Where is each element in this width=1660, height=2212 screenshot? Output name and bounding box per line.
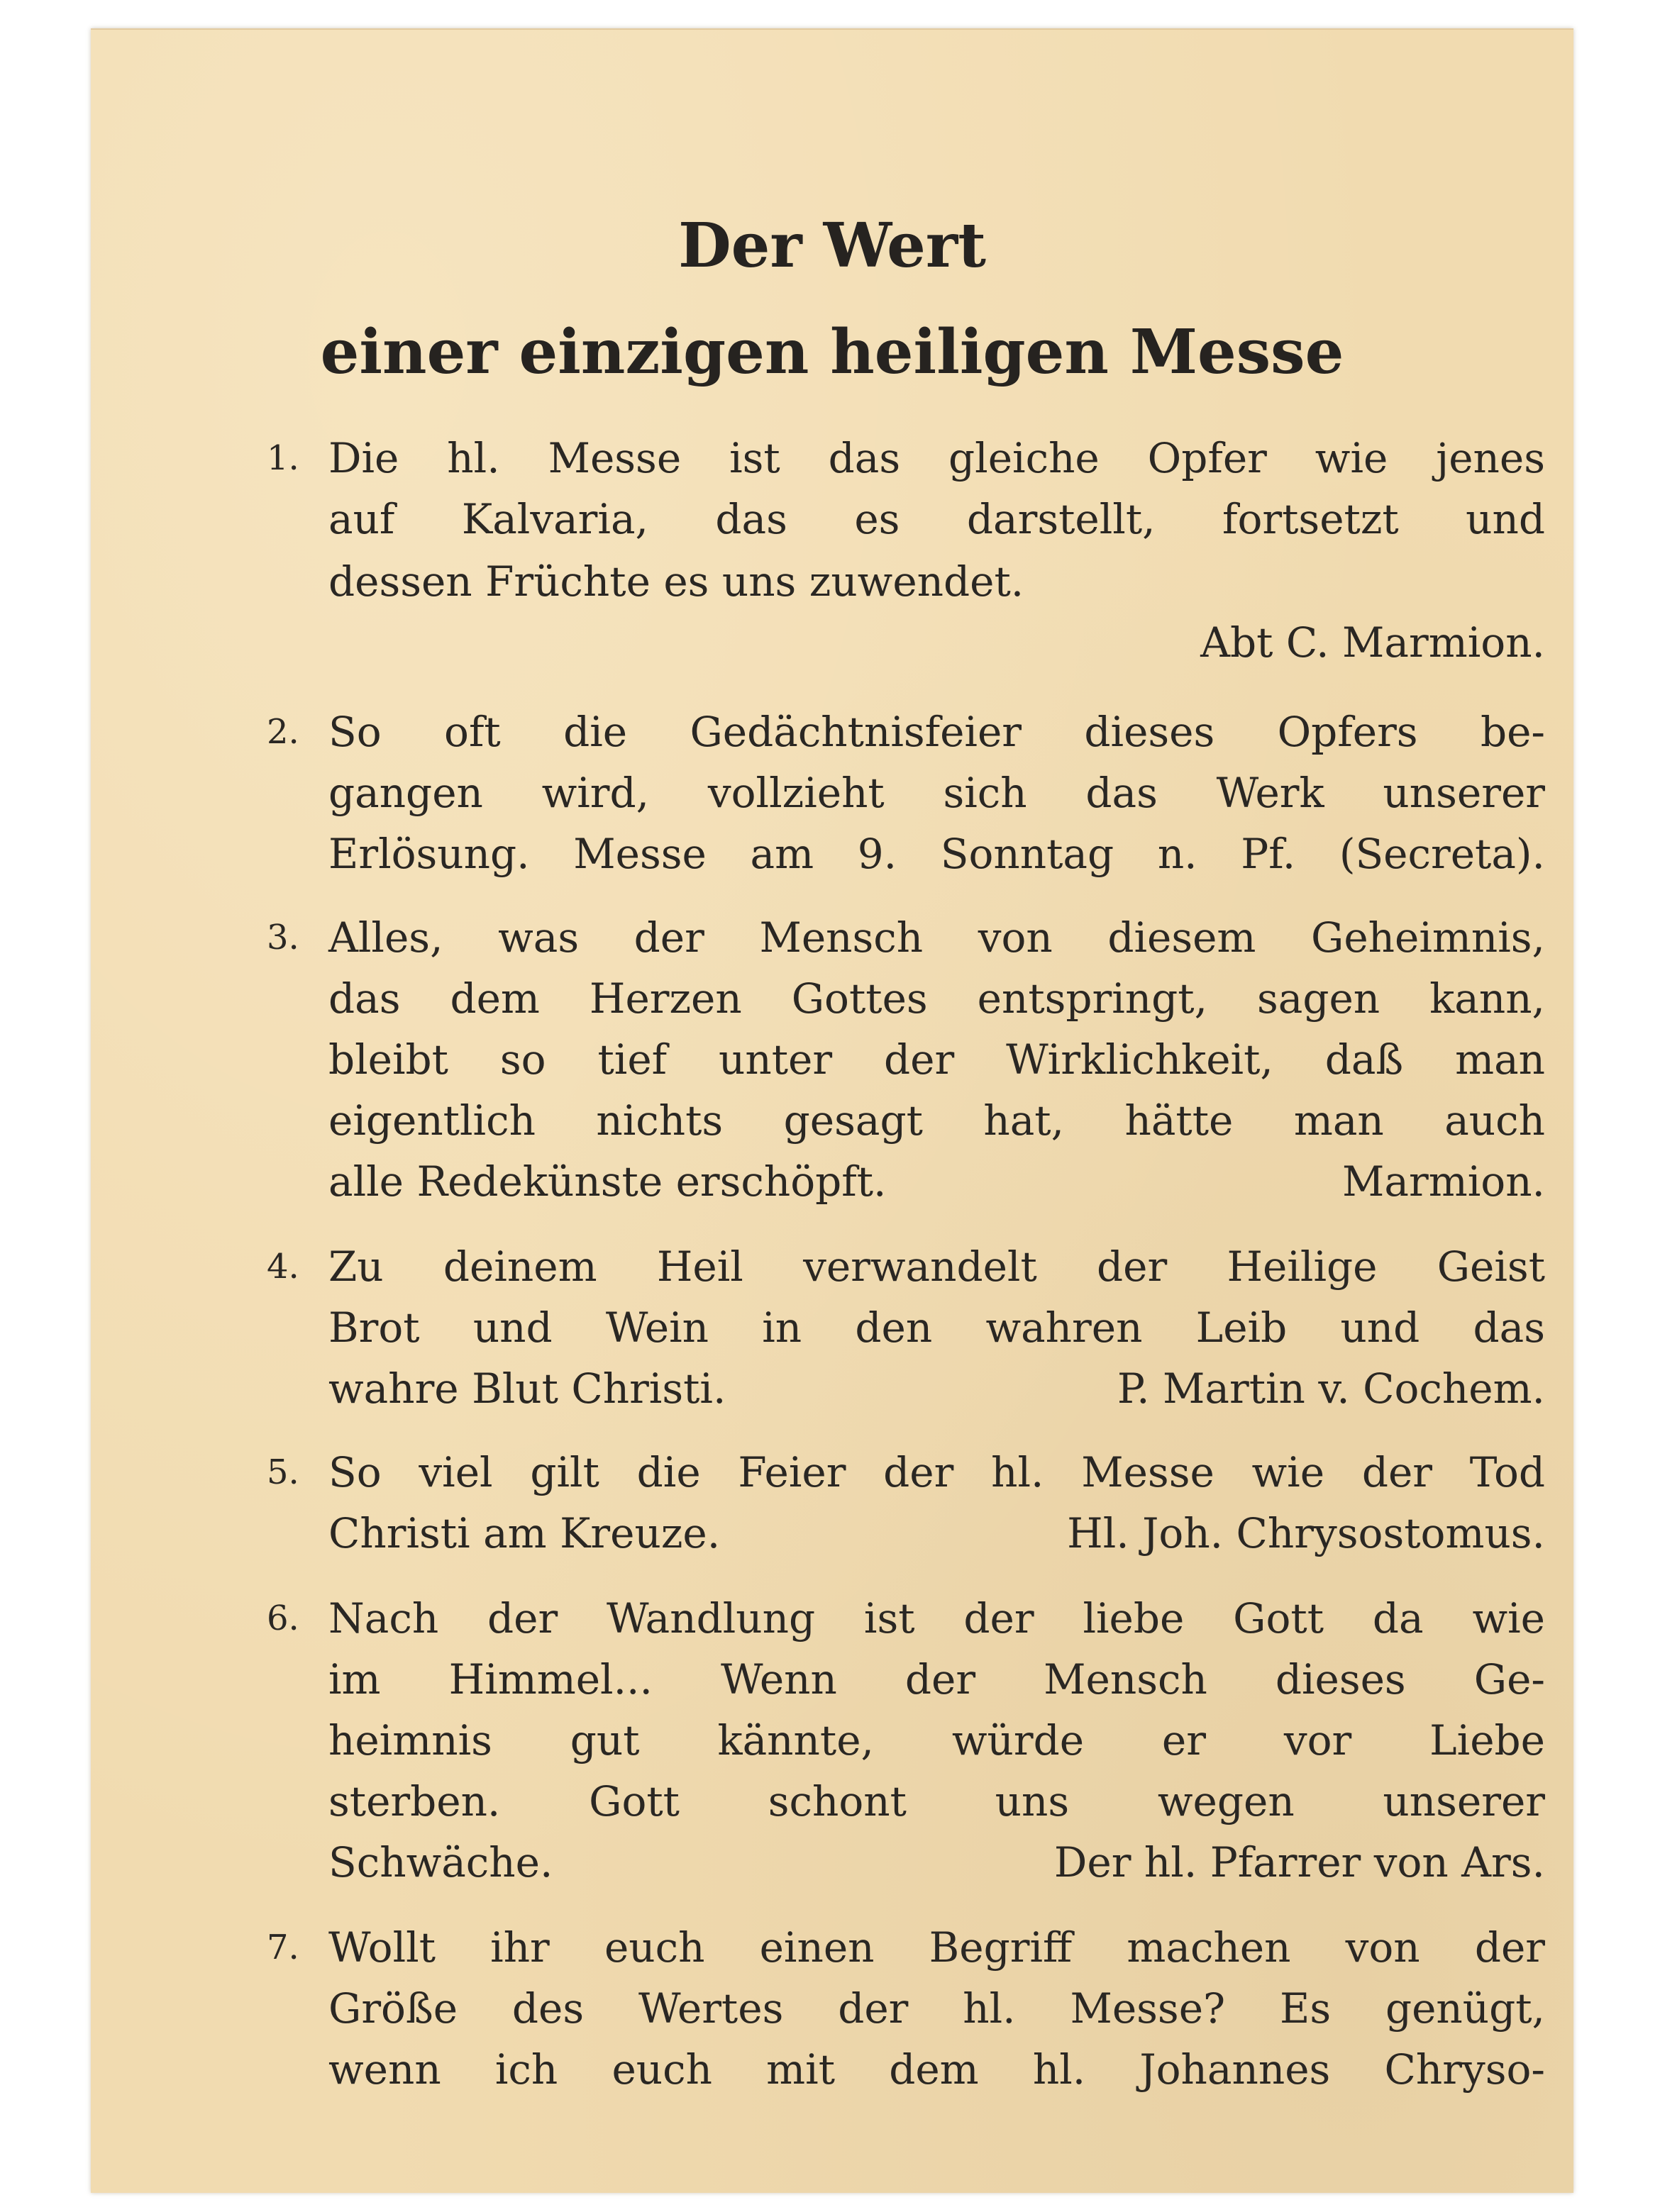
item-text-line: eigentlich nichts gesagt hat, hätte man auch (328, 1096, 1545, 1145)
title-line-2: einer einzigen heiligen Messe (320, 316, 1344, 388)
item-number: 5. (267, 1452, 299, 1492)
item-text-line: Die hl. Messe ist das gleiche Opfer wie jenes (328, 434, 1545, 482)
item-text-line: bleibt so tief unter der Wirklichkeit, daß man (328, 1035, 1545, 1084)
item-text-line: Brot und Wein in den wahren Leib und das (328, 1304, 1545, 1352)
item-text-line: So viel gilt die Feier der hl. Messe wie der Tod (328, 1448, 1545, 1496)
item-text-line: auf Kalvaria, das es darstellt, fortsetzt und (328, 495, 1545, 543)
item-number: 1. (267, 438, 299, 478)
item-text-line: im Himmel... Wenn der Mensch dieses Ge- (328, 1655, 1545, 1704)
item-number: 7. (267, 1928, 299, 1967)
item-text-line: dessen Früchte es uns zuwendet. (328, 557, 1024, 606)
item-text-line: So oft die Gedächtnisfeier dieses Opfers be- (328, 708, 1545, 756)
item-text-line: das dem Herzen Gottes entspringt, sagen kann, (328, 974, 1545, 1023)
item-text-line: Wollt ihr euch einen Begriff machen von der (328, 1923, 1545, 1972)
item-attribution: Der hl. Pfarrer von Ars. (1053, 1838, 1545, 1886)
item-text-line: wahre Blut Christi. (328, 1365, 726, 1413)
item-text-line: Christi am Kreuze. (328, 1509, 721, 1557)
item-number: 3. (267, 918, 299, 957)
item-attribution: P. Martin v. Cochem. (1117, 1365, 1545, 1413)
item-attribution: Abt C. Marmion. (1200, 618, 1545, 667)
item-text-line: gangen wird, vollzieht sich das Werk unserer (328, 769, 1545, 817)
item-text-line: wenn ich euch mit dem hl. Johannes Chryso- (328, 2045, 1545, 2094)
item-text-line: Schwäche. (328, 1838, 553, 1886)
item-number: 6. (267, 1599, 299, 1638)
item-text-line: Größe des Wertes der hl. Messe? Es genügt, (328, 1984, 1545, 2033)
item-attribution: Hl. Joh. Chrysostomus. (1067, 1509, 1545, 1557)
prayer-card (91, 28, 1573, 2193)
item-text-line: sterben. Gott schont uns wegen unserer (328, 1777, 1545, 1825)
item-text-line: Erlösung. Messe am 9. Sonntag n. Pf. (Secreta). (328, 830, 1545, 878)
item-text-line: alle Redekünste erschöpft. (328, 1157, 887, 1206)
item-number: 2. (267, 712, 299, 752)
item-text-line: Zu deinem Heil verwandelt der Heilige Geist (328, 1243, 1545, 1291)
item-text-line: Alles, was der Mensch von diesem Geheimnis, (328, 913, 1545, 962)
item-attribution: Marmion. (1342, 1157, 1545, 1206)
item-number: 4. (267, 1247, 299, 1286)
item-text-line: Nach der Wandlung ist der liebe Gott da wie (328, 1594, 1545, 1643)
title-line-1: Der Wert (678, 210, 986, 282)
item-text-line: heimnis gut kännte, würde er vor Liebe (328, 1716, 1545, 1764)
